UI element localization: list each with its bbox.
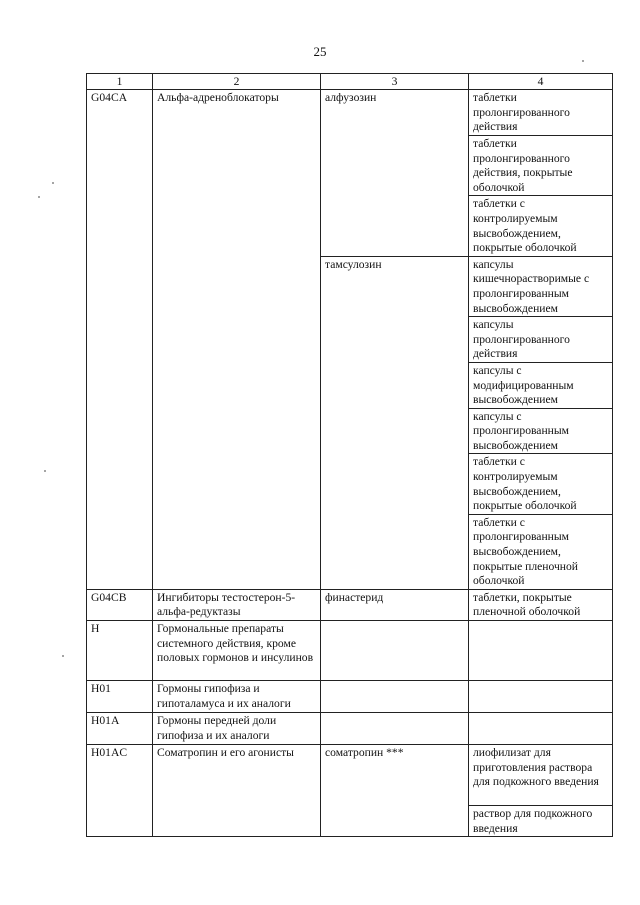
scan-speck — [38, 196, 40, 198]
dosage-form — [469, 713, 613, 745]
group-name: Ингибиторы тестостерон-5-альфа-редуктазы — [153, 589, 321, 620]
drug-name: алфузозин — [321, 90, 469, 257]
drug-table — [86, 73, 613, 837]
column-header: 3 — [321, 74, 469, 90]
dosage-form: раствор для подкожного введения — [469, 806, 613, 837]
header-row — [87, 74, 613, 90]
atc-code: H — [87, 621, 153, 681]
dosage-form: таблетки пролонгированного действия — [469, 90, 613, 136]
page-number: 25 — [313, 44, 327, 59]
drug-name — [321, 681, 469, 713]
column-header: 4 — [469, 74, 613, 90]
drug-name: соматропин *** — [321, 745, 469, 837]
table-row — [87, 713, 613, 745]
dosage-form: таблетки с контролируемым высвобождением, покрытые оболочкой — [469, 196, 613, 256]
dosage-form — [469, 621, 613, 681]
dosage-form: капсулы с пролонгированным высвобождением — [469, 408, 613, 454]
drug-name: финастерид — [321, 589, 469, 620]
dosage-form — [469, 681, 613, 713]
group-name: Соматропин и его агонисты — [153, 745, 321, 837]
dosage-form: капсулы с модифицированным высвобождением — [469, 362, 613, 408]
table-row — [87, 621, 613, 681]
table-row — [87, 745, 613, 806]
drug-name — [321, 713, 469, 745]
scan-speck — [44, 470, 46, 472]
dosage-form: капсулы пролонгированного действия — [469, 317, 613, 363]
table-row — [87, 681, 613, 713]
scan-speck — [52, 182, 54, 184]
atc-code: H01AC — [87, 745, 153, 837]
dosage-form: таблетки, покрытые пленочной оболочкой — [469, 589, 613, 620]
dosage-form: таблетки с пролонгированным высвобождением, покрытые пленочной оболочкой — [469, 514, 613, 589]
column-header: 2 — [153, 74, 321, 90]
atc-code: G04CA — [87, 90, 153, 590]
column-header: 1 — [87, 74, 153, 90]
atc-code: H01 — [87, 681, 153, 713]
dosage-form: капсулы кишечнорастворимые с пролонгированным высвобождением — [469, 256, 613, 316]
dosage-form: таблетки пролонгированного действия, покрытые оболочкой — [469, 136, 613, 196]
group-name: Гормоны передней доли гипофиза и их аналоги — [153, 713, 321, 745]
scan-speck — [62, 655, 64, 657]
table-row — [87, 589, 613, 620]
dosage-form: таблетки с контролируемым высвобождением, покрытые оболочкой — [469, 454, 613, 514]
drug-name: тамсулозин — [321, 256, 469, 589]
group-name: Гормональные препараты системного действия, кроме половых гормонов и инсулинов — [153, 621, 321, 681]
atc-code: G04CB — [87, 589, 153, 620]
atc-code: H01A — [87, 713, 153, 745]
table-row — [87, 90, 613, 136]
group-name: Гормоны гипофиза и гипоталамуса и их аналоги — [153, 681, 321, 713]
dosage-form: лиофилизат для приготовления раствора для подкожного введения — [469, 745, 613, 806]
scan-speck — [582, 60, 584, 62]
group-name: Альфа-адреноблокаторы — [153, 90, 321, 590]
drug-name — [321, 621, 469, 681]
